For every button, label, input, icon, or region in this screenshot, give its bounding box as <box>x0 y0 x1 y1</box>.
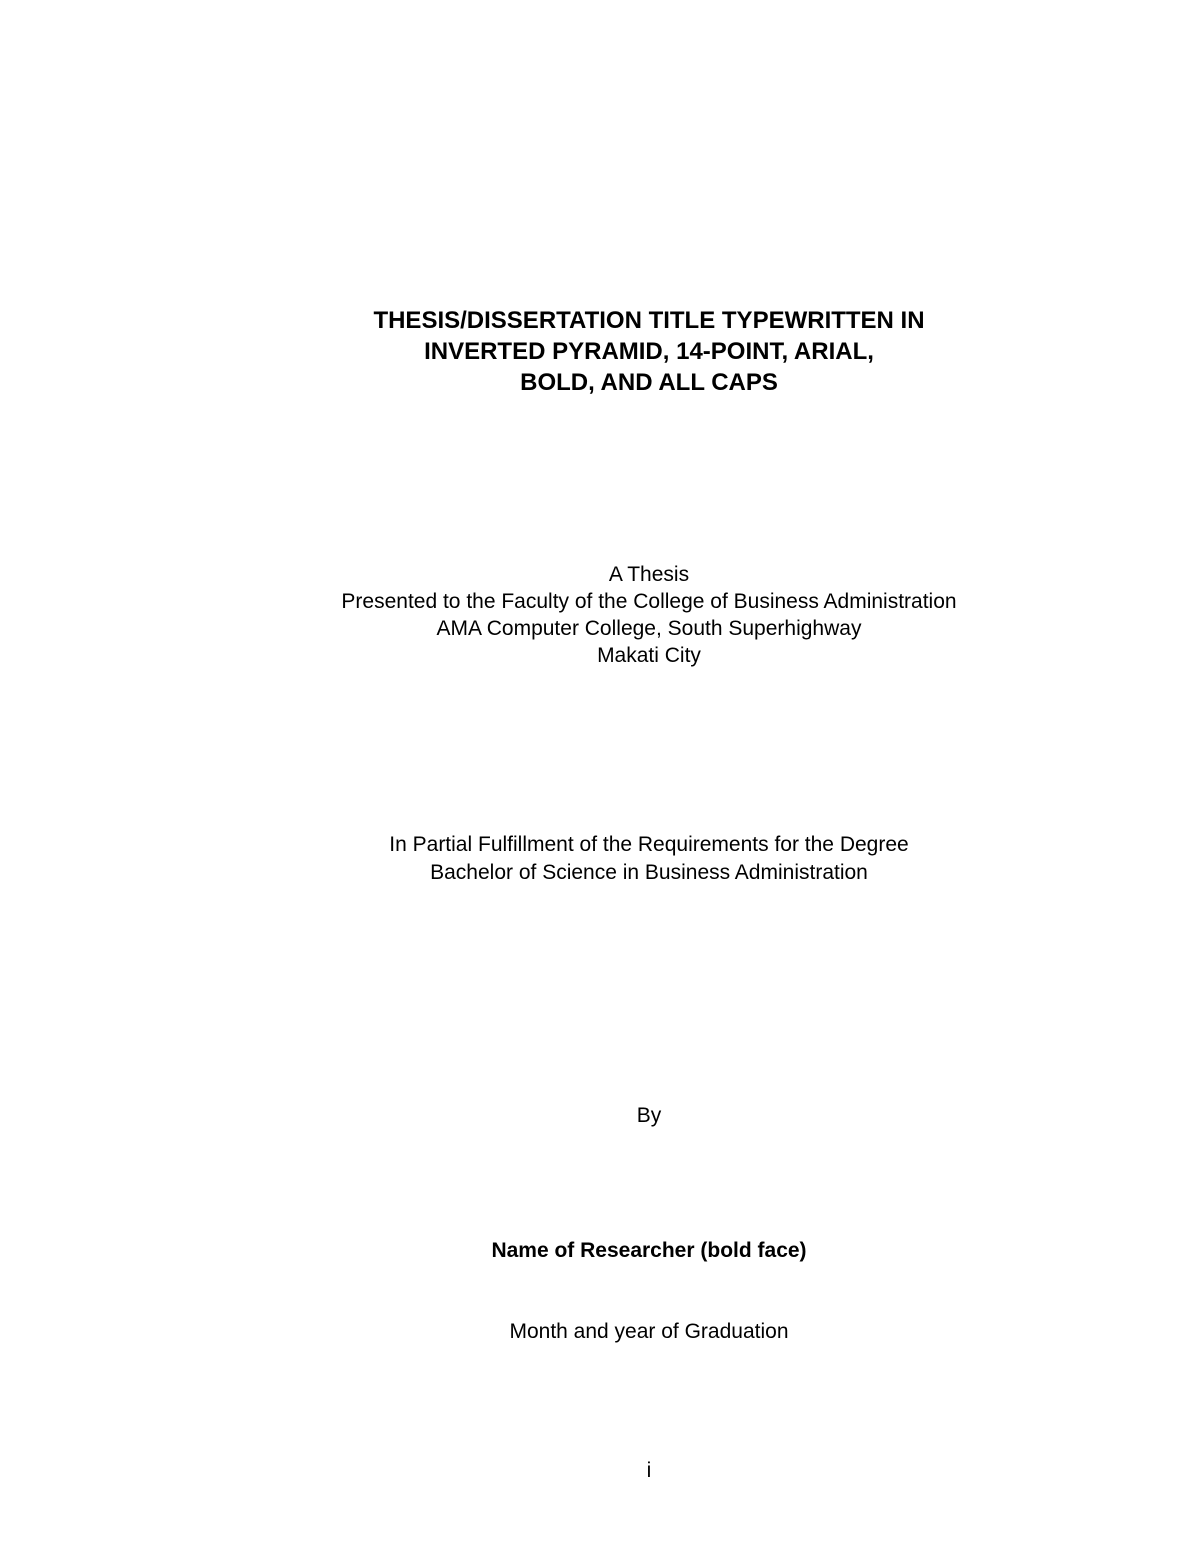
by-label: By <box>636 1104 662 1127</box>
thesis-title <box>0 305 1200 398</box>
presented-to: Presented to the Faculty of the College of Business Administration <box>341 590 957 613</box>
fulfillment-statement: In Partial Fulfillment of the Requirements for the Degree <box>389 833 909 856</box>
page-number: i <box>646 1459 652 1482</box>
degree-name: Bachelor of Science in Business Administration <box>430 861 868 884</box>
fulfillment-block <box>0 831 1200 887</box>
title-line-1: THESIS/DISSERTATION TITLE TYPEWRITTEN IN <box>373 307 925 334</box>
institution: AMA Computer College, South Superhighway <box>436 617 862 640</box>
researcher-name: Name of Researcher (bold face) <box>491 1239 807 1262</box>
document-type: A Thesis <box>608 563 690 586</box>
graduation-date: Month and year of Graduation <box>509 1320 789 1343</box>
location: Makati City <box>597 644 701 667</box>
title-line-3: BOLD, AND ALL CAPS <box>520 369 778 396</box>
title-line-2: INVERTED PYRAMID, 14-POINT, ARIAL, <box>424 338 874 365</box>
presentation-block <box>0 561 1200 669</box>
